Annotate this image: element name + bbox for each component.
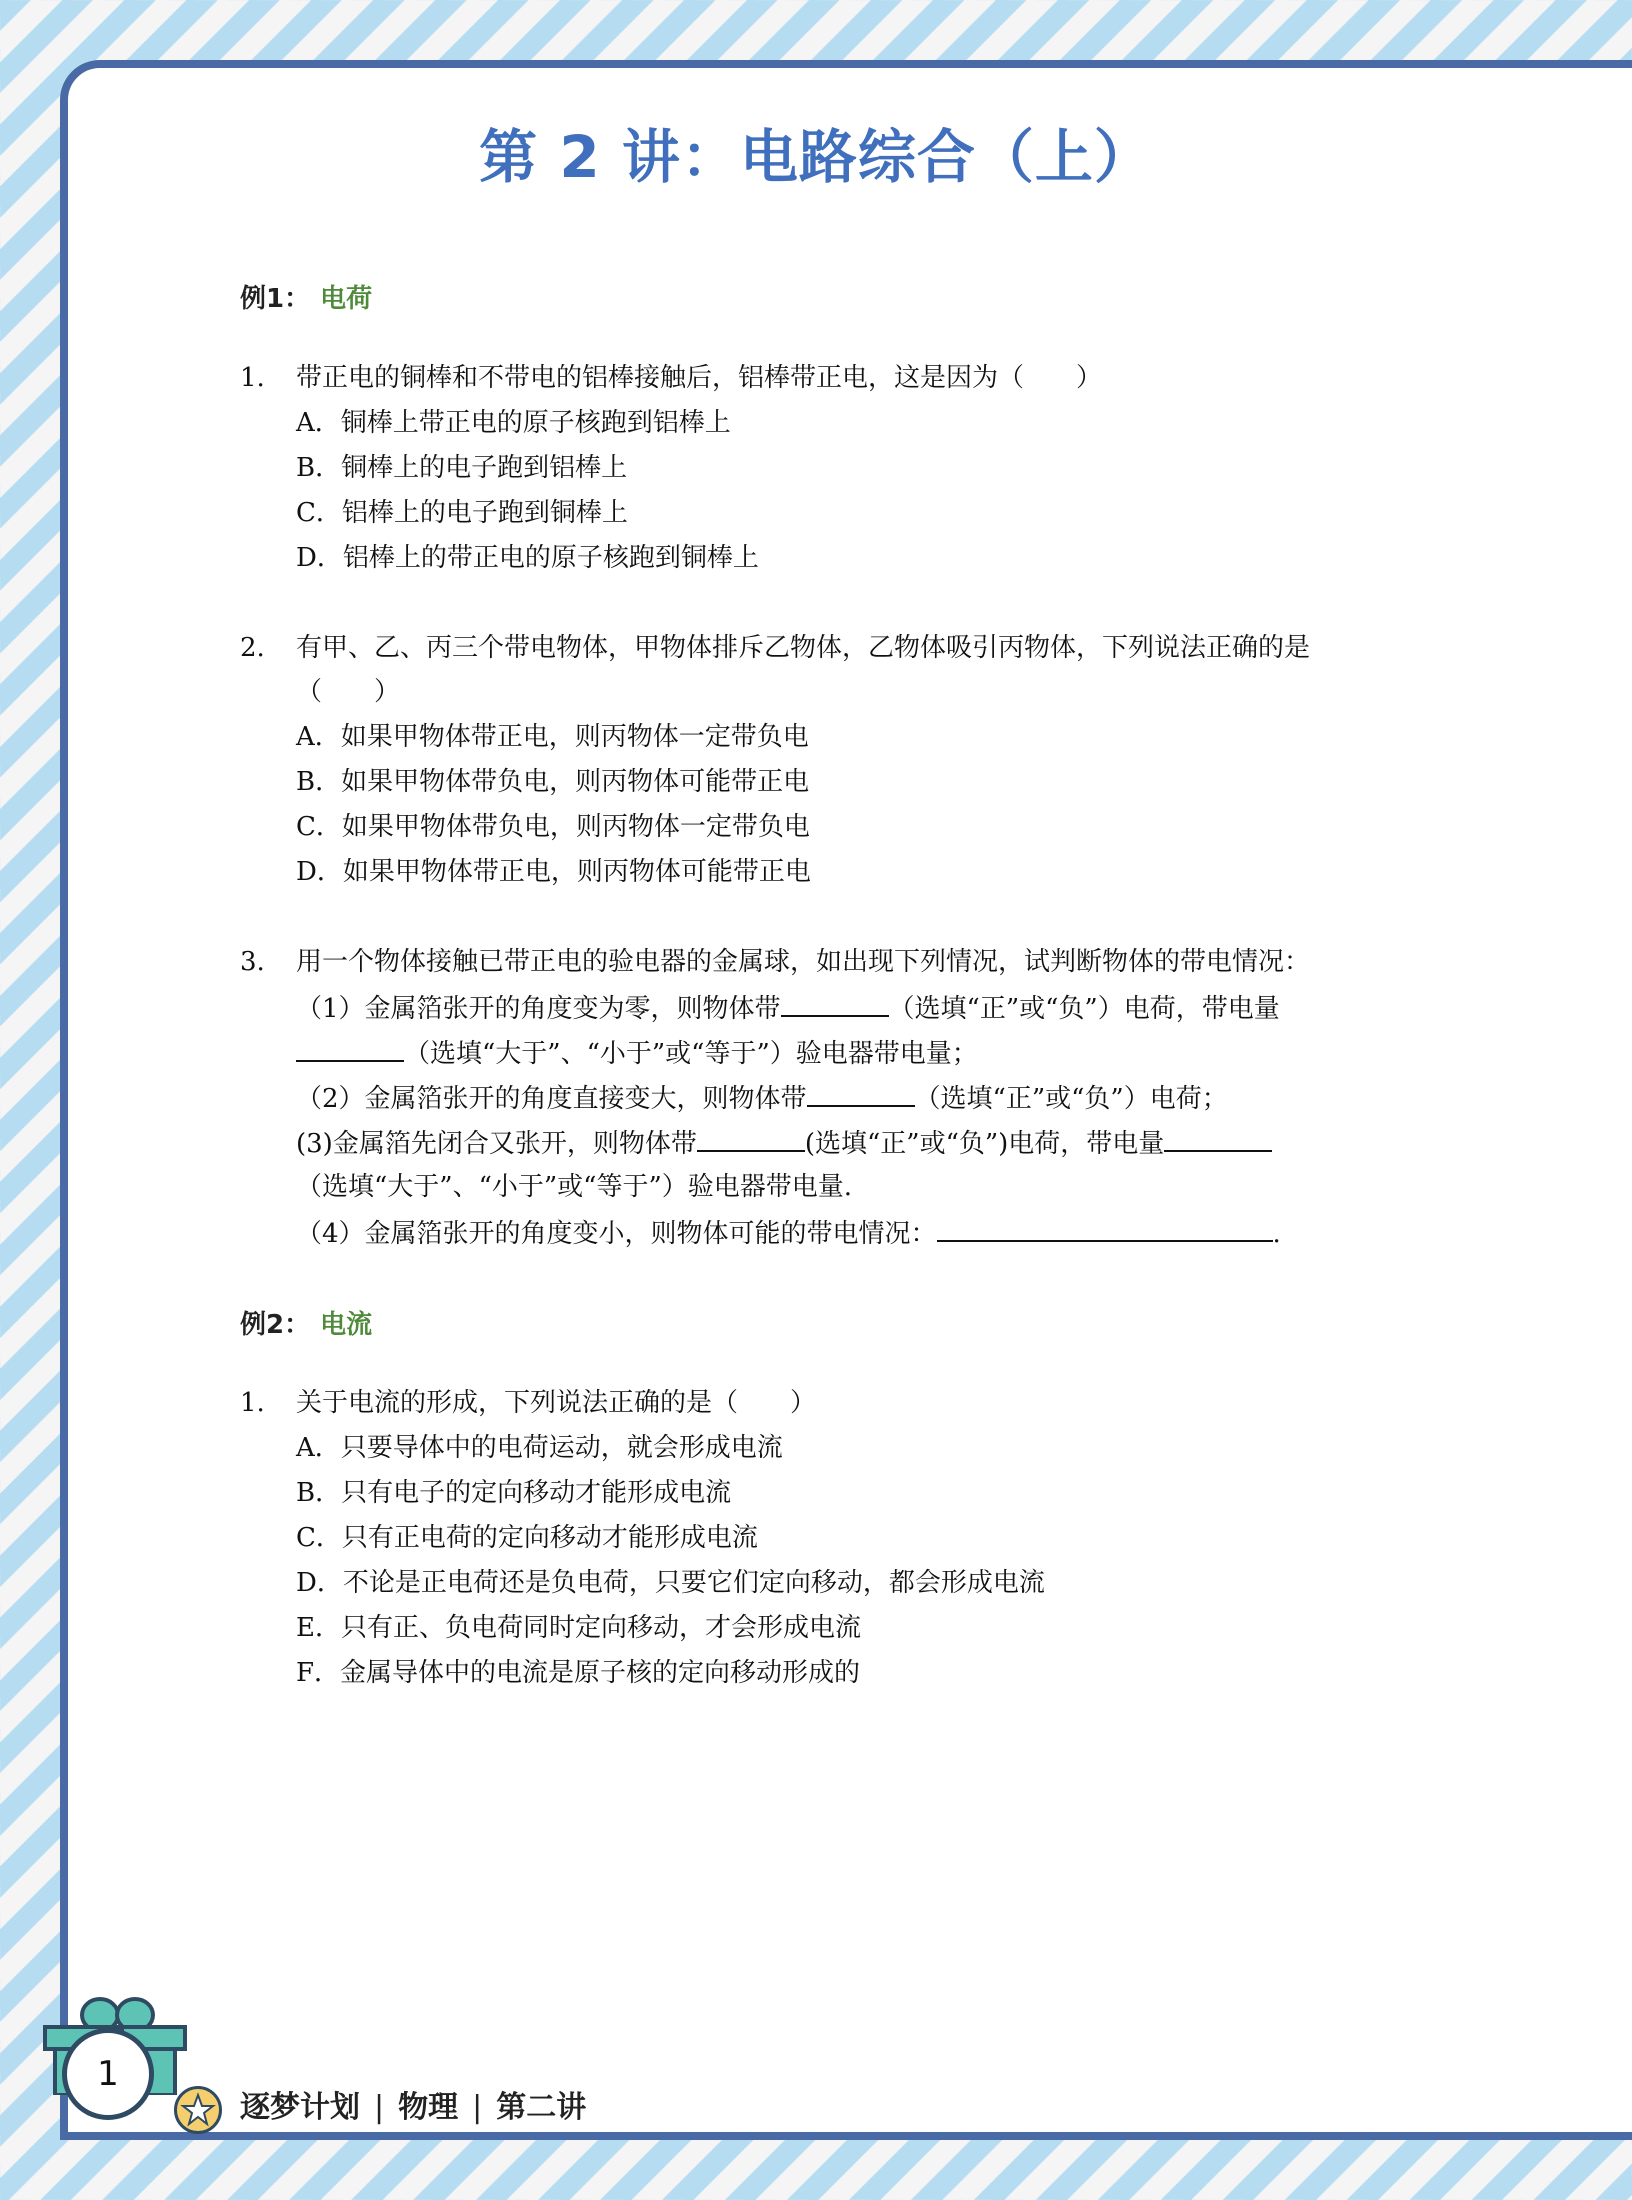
footer-separator: | bbox=[472, 2090, 483, 2125]
answer-blank[interactable] bbox=[807, 1081, 915, 1107]
footer-subject: 物理 bbox=[398, 2090, 459, 2125]
question-stem: 用一个物体接触已带正电的验电器的金属球，如出现下列情况，试判断物体的带电情况： bbox=[296, 947, 1311, 977]
subquestion-text: . bbox=[1272, 1219, 1281, 1249]
answer-blank[interactable] bbox=[296, 1036, 404, 1062]
option-a: A．如果甲物体带正电，则丙物体一定带负电 bbox=[296, 722, 809, 752]
answer-blank[interactable] bbox=[937, 1216, 1273, 1242]
question-number: 1. bbox=[240, 1388, 265, 1418]
option-c: C．只有正电荷的定向移动才能形成电流 bbox=[296, 1523, 758, 1553]
option-b: B．只有电子的定向移动才能形成电流 bbox=[296, 1478, 732, 1508]
subquestion-text: （选填“正”或“负”）电荷，带电量 bbox=[888, 994, 1280, 1024]
subquestion-text: (选填“正”或“负”)电荷，带电量 bbox=[804, 1129, 1165, 1159]
option-d: D．铝棒上的带正电的原子核跑到铜棒上 bbox=[296, 543, 759, 573]
option-e: E．只有正、负电荷同时定向移动，才会形成电流 bbox=[296, 1613, 861, 1643]
option-b: B．铜棒上的电子跑到铝棒上 bbox=[296, 453, 628, 483]
footer-breadcrumb bbox=[240, 2082, 586, 2126]
subquestion-text: （选填“正”或“负”）电荷； bbox=[914, 1084, 1228, 1114]
option-d: D．不论是正电荷还是负电荷，只要它们定向移动，都会形成电流 bbox=[296, 1568, 1045, 1598]
footer-separator: | bbox=[374, 2090, 385, 2125]
option-b: B．如果甲物体带负电，则丙物体可能带正电 bbox=[296, 767, 810, 797]
section-topic: 电流 bbox=[320, 1310, 373, 1340]
question-stem: 关于电流的形成，下列说法正确的是（ ） bbox=[296, 1388, 817, 1418]
question-number: 3. bbox=[240, 947, 265, 977]
option-a: A．铜棒上带正电的原子核跑到铝棒上 bbox=[296, 408, 731, 438]
section-label: 例2： bbox=[240, 1310, 311, 1340]
subquestion-3 bbox=[296, 1126, 1272, 1160]
footer-lecture: 第二讲 bbox=[496, 2090, 587, 2125]
subquestion-text: （1）金属箔张开的角度变为零，则物体带 bbox=[296, 994, 781, 1024]
subquestion-text: （4）金属箔张开的角度变小，则物体可能的带电情况： bbox=[296, 1219, 937, 1249]
answer-blank[interactable] bbox=[1164, 1126, 1272, 1152]
section-topic: 电荷 bbox=[320, 284, 373, 314]
subquestion-text: （选填“大于”、“小于”或“等于”）验电器带电量； bbox=[404, 1039, 978, 1069]
page-number: 1 bbox=[62, 2028, 154, 2120]
star-badge-icon bbox=[174, 2086, 222, 2134]
answer-blank[interactable] bbox=[697, 1126, 805, 1152]
footer-brand: 逐梦计划 bbox=[240, 2090, 360, 2125]
question-stem-continued: （ ） bbox=[296, 677, 401, 707]
subquestion-1-continued bbox=[296, 1036, 978, 1070]
subquestion-2 bbox=[296, 1081, 1228, 1115]
question-number: 1. bbox=[240, 363, 265, 393]
question-number: 2. bbox=[240, 633, 265, 663]
answer-blank[interactable] bbox=[781, 991, 889, 1017]
subquestion-1 bbox=[296, 991, 1280, 1025]
page-title: 第 2 讲：电路综合（上） bbox=[479, 123, 1153, 191]
option-a: A．只要导体中的电荷运动，就会形成电流 bbox=[296, 1433, 783, 1463]
section-heading-2 bbox=[240, 1304, 372, 1341]
star-icon bbox=[177, 2089, 219, 2131]
subquestion-4 bbox=[296, 1216, 1281, 1250]
section-label: 例1： bbox=[240, 284, 311, 314]
question-stem: 带正电的铜棒和不带电的铝棒接触后，铝棒带正电，这是因为（ ） bbox=[296, 363, 1103, 393]
subquestion-3-continued: （选填“大于”、“小于”或“等于”）验电器带电量. bbox=[296, 1172, 853, 1202]
option-c: C．如果甲物体带负电，则丙物体一定带负电 bbox=[296, 812, 810, 842]
subquestion-text: (3)金属箔先闭合又张开，则物体带 bbox=[296, 1129, 697, 1159]
option-c: C．铝棒上的电子跑到铜棒上 bbox=[296, 498, 628, 528]
option-f: F．金属导体中的电流是原子核的定向移动形成的 bbox=[296, 1658, 861, 1688]
question-stem: 有甲、乙、丙三个带电物体，甲物体排斥乙物体，乙物体吸引丙物体，下列说法正确的是 bbox=[296, 633, 1311, 663]
option-d: D．如果甲物体带正电，则丙物体可能带正电 bbox=[296, 857, 811, 887]
subquestion-text: （2）金属箔张开的角度直接变大，则物体带 bbox=[296, 1084, 807, 1114]
section-heading-1 bbox=[240, 278, 372, 315]
